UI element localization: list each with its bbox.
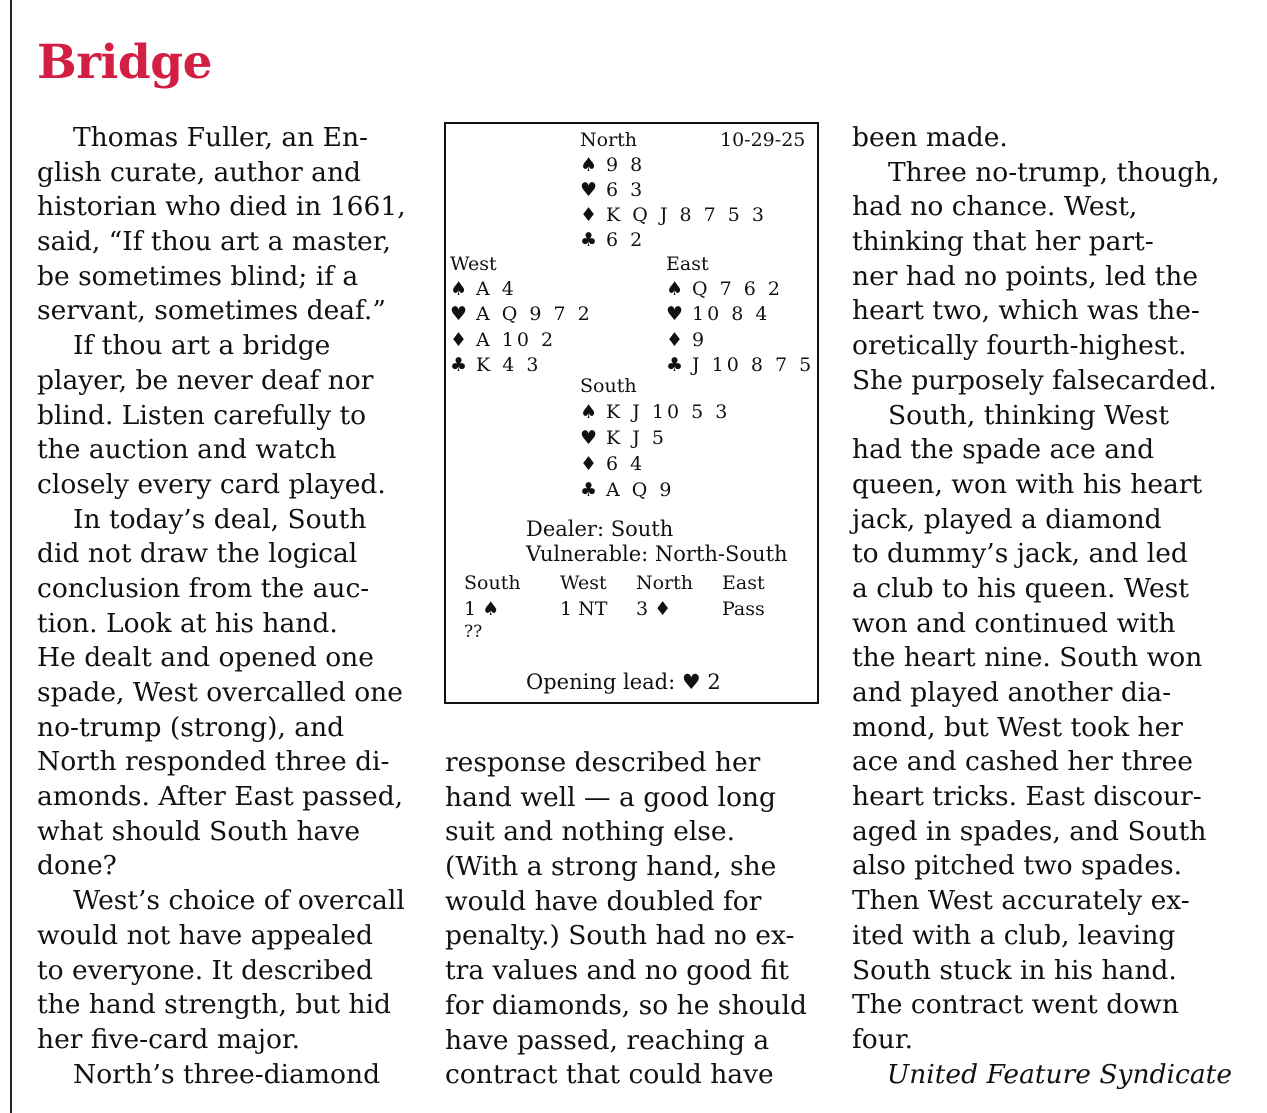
auction-header-west: West — [560, 572, 607, 594]
west-hearts: ♥ A Q 9 7 2 — [450, 303, 593, 325]
left-border-rule — [10, 0, 12, 1113]
south-clubs: ♣ A Q 9 — [580, 479, 675, 501]
south-spades: ♠ K J 10 5 3 — [580, 401, 731, 423]
text-line: had the spade ace and — [852, 434, 1155, 466]
text-line: spade, West overcalled one — [37, 677, 403, 708]
text-line: amonds. After East passed, — [37, 781, 404, 813]
heart-icon: ♥ — [580, 179, 598, 201]
north-spades: ♠ 9 8 — [580, 154, 646, 176]
text-line: Then West accurately ex- — [852, 885, 1190, 917]
text-line: historian who died in 1661, — [37, 191, 406, 223]
auction-bid: 3 ♦ — [636, 598, 672, 620]
text-line: and played another dia- — [852, 677, 1172, 708]
auction-bid: 1 ♠ — [464, 598, 500, 620]
auction-header-south: South — [464, 572, 521, 594]
text-line: ace and cashed her three — [852, 746, 1193, 778]
text-line: response described her — [445, 747, 761, 778]
text-line: mond, but West took her — [852, 711, 1183, 743]
text-line: servant, sometimes deaf.” — [37, 295, 386, 327]
syndicate-credit: United Feature Syndicate — [886, 1058, 1232, 1090]
page-title: Bridge — [37, 35, 212, 90]
club-icon: ♣ — [580, 479, 598, 501]
text-line: suit and nothing else. — [445, 816, 735, 848]
deal-date: 10-29-25 — [720, 129, 806, 151]
text-line: thinking that her part- — [852, 226, 1154, 258]
diamond-icon: ♦ — [580, 204, 598, 226]
text-line: heart tricks. East discour- — [852, 781, 1202, 813]
east-hearts: ♥ 10 8 4 — [666, 303, 771, 325]
text-line: In today’s deal, South — [73, 503, 367, 535]
bridge-deal-diagram — [444, 122, 819, 704]
text-line: tion. Look at his hand. — [37, 607, 338, 639]
north-label: North — [580, 129, 638, 151]
diamond-icon: ♦ — [666, 329, 684, 351]
text-line: jack, played a diamond — [852, 503, 1162, 535]
diamond-icon: ♦ — [450, 329, 468, 351]
text-line: North responded three di- — [37, 746, 390, 778]
text-line: also pitched two spades. — [852, 850, 1183, 882]
text-line: glish curate, author and — [37, 156, 362, 188]
south-hearts: ♥ K J 5 — [580, 427, 667, 449]
text-line: (With a strong hand, she — [445, 851, 777, 883]
spade-icon: ♠ — [450, 278, 468, 300]
heart-icon: ♥ — [580, 427, 598, 449]
article-column-1 — [37, 121, 406, 1092]
west-spades: ♠ A 4 — [450, 278, 517, 300]
text-line: won and continued with — [852, 607, 1176, 639]
north-hearts: ♥ 6 3 — [580, 179, 646, 201]
text-line: tra values and no good fit — [445, 955, 789, 987]
south-diamonds: ♦ 6 4 — [580, 453, 646, 475]
spade-icon: ♠ — [580, 154, 598, 176]
text-line: no-trump (strong), and — [37, 711, 345, 743]
text-line: Thomas Fuller, an En- — [73, 122, 368, 153]
text-line: for diamonds, so he should — [445, 989, 807, 1021]
text-line: West’s choice of overcall — [73, 885, 405, 917]
text-line: did not draw the logical — [37, 538, 358, 570]
club-icon: ♣ — [580, 229, 598, 251]
text-line: had no chance. West, — [852, 191, 1138, 223]
text-line: He dealt and opened one — [37, 642, 374, 674]
text-line: South stuck in his hand. — [852, 954, 1177, 986]
text-line: be sometimes blind; if a — [37, 260, 359, 292]
auction-bid: 1 NT — [560, 598, 608, 620]
text-line: would not have appealed — [37, 919, 373, 951]
text-line: penalty.) South had no ex- — [445, 920, 795, 952]
text-line: Three no-trump, though, — [888, 156, 1220, 188]
vulnerability-info: Vulnerable: North-South — [526, 542, 788, 566]
text-line: done? — [37, 850, 117, 882]
text-line: closely every card played. — [37, 468, 386, 500]
text-line: said, “If thou art a master, — [37, 226, 391, 258]
auction-bid: Pass — [722, 598, 765, 620]
text-line: what should South have — [37, 815, 361, 847]
text-line: If thou art a bridge — [73, 330, 331, 362]
auction-header-east: East — [722, 572, 765, 594]
club-icon: ♣ — [450, 354, 468, 376]
east-diamonds: ♦ 9 — [666, 329, 708, 351]
auction-bid: ?? — [464, 622, 483, 642]
north-clubs: ♣ 6 2 — [580, 229, 646, 251]
diamond-icon: ♦ — [580, 453, 598, 475]
east-spades: ♠ Q 7 6 2 — [666, 278, 783, 300]
dealer-info: Dealer: South — [526, 517, 674, 541]
text-line: to everyone. It described — [37, 954, 373, 986]
text-line: four. — [852, 1023, 914, 1055]
text-line: the heart nine. South won — [852, 642, 1203, 674]
text-line: hand well — a good long — [445, 781, 776, 813]
club-icon: ♣ — [666, 354, 684, 376]
text-line: the hand strength, but hid — [37, 989, 391, 1021]
west-label: West — [450, 253, 497, 275]
west-clubs: ♣ K 4 3 — [450, 354, 542, 376]
text-line: She purposely falsecarded. — [852, 364, 1217, 396]
south-label: South — [580, 375, 637, 397]
text-line: conclusion from the auc- — [37, 572, 370, 604]
text-line: ited with a club, leaving — [852, 919, 1176, 951]
east-clubs: ♣ J 10 8 7 5 — [666, 354, 815, 376]
spade-icon: ♠ — [580, 401, 598, 423]
text-line: The contract went down — [852, 989, 1179, 1021]
heart-icon: ♥ — [450, 303, 468, 325]
east-label: East — [666, 253, 709, 275]
north-diamonds: ♦ K Q J 8 7 5 3 — [580, 204, 767, 226]
text-line: player, be never deaf nor — [37, 364, 374, 396]
auction-header-north: North — [636, 572, 694, 594]
text-line: heart two, which was the- — [852, 295, 1200, 327]
text-line: to dummy’s jack, and led — [852, 538, 1188, 570]
text-line: have passed, reaching a — [445, 1024, 770, 1056]
text-line: been made. — [852, 122, 1008, 153]
text-line: would have doubled for — [445, 885, 762, 917]
west-diamonds: ♦ A 10 2 — [450, 329, 557, 351]
text-line: ner had no points, led the — [852, 260, 1199, 292]
article-column-2 — [445, 746, 807, 1093]
text-line: contract that could have — [445, 1059, 774, 1091]
text-line: a club to his queen. West — [852, 572, 1189, 604]
text-line: South, thinking West — [888, 399, 1169, 431]
article-column-3 — [852, 121, 1232, 1092]
heart-icon: ♥ — [666, 303, 684, 325]
text-line: queen, won with his heart — [852, 468, 1203, 500]
text-line: North’s three-diamond — [73, 1058, 381, 1090]
opening-lead: Opening lead: ♥ 2 — [526, 670, 721, 694]
text-line: oretically fourth-highest. — [852, 330, 1187, 362]
text-line: her five-card major. — [37, 1023, 301, 1055]
text-line: aged in spades, and South — [852, 815, 1207, 847]
text-line: blind. Listen carefully to — [37, 399, 367, 431]
spade-icon: ♠ — [666, 278, 684, 300]
text-line: the auction and watch — [37, 434, 337, 466]
